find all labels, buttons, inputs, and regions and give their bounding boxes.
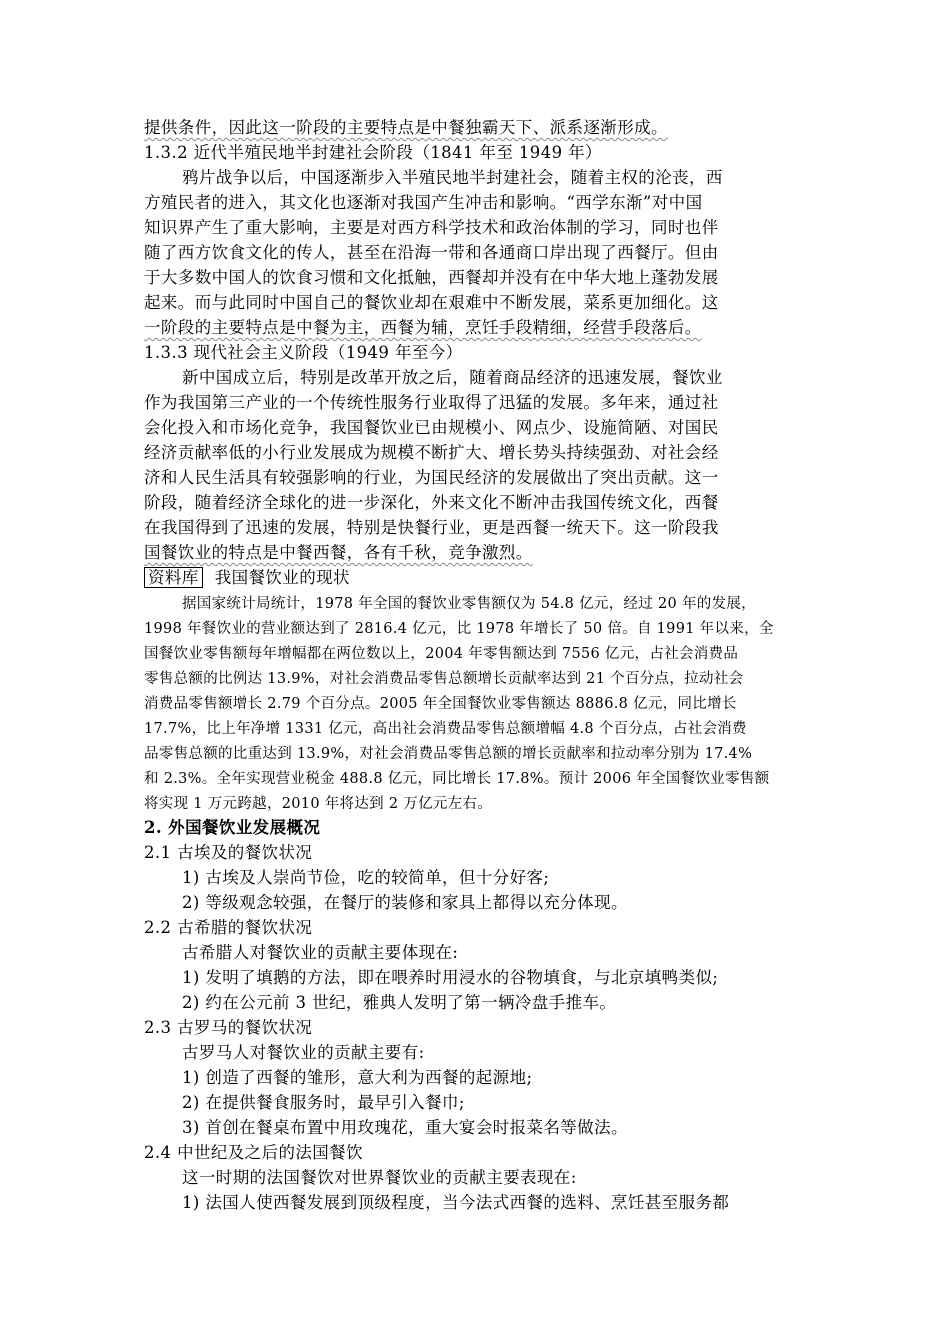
list-item: 1) 创造了西餐的雏形，意大利为西餐的起源地; xyxy=(182,1068,533,1087)
text-line: 随了西方饮食文化的传人，甚至在沿海一带和各通商口岸出现了西餐厅。但由 xyxy=(144,243,719,262)
resource-label: 资料库 xyxy=(144,567,203,588)
section-heading: 2.4 中世纪及之后的法国餐饮 xyxy=(144,1143,363,1162)
text-line: 于大多数中国人的饮食习惯和文化抵触，西餐却并没有在中华大地上蓬勃发展 xyxy=(144,268,719,287)
section-heading: 2.2 古希腊的餐饮状况 xyxy=(144,918,313,937)
stats-line: 品零售总额的比重达到 13.9%，对社会消费品零售总额的增长贡献率和拉动率分别为 17.4% xyxy=(144,746,753,762)
text-line: 会化投入和市场化竞争，我国餐饮业已由规模小、网点少、设施简陋、对国民 xyxy=(144,418,719,437)
stats-line: 国餐饮业零售额每年增幅都在两位数以上，2004 年零售额达到 7556 亿元，占社会消费品 xyxy=(144,646,739,662)
text-line: 阶段，随着经济全球化的进一步深化，外来文化不断冲击我国传统文化，西餐 xyxy=(144,493,719,512)
stats-line: 据国家统计局统计，1978 年全国的餐饮业零售额仅为 54.8 亿元，经过 20 年的发展， xyxy=(182,596,756,612)
text-line: 起来。而与此同时中国自己的餐饮业却在艰难中不断发展，菜系更加细化。这 xyxy=(144,293,719,312)
resource-title: 我国餐饮业的现状 xyxy=(214,568,350,587)
stats-line: 消费品零售额增长 2.79 个百分点。2005 年全国餐饮业零售额达 8886.8 亿元，同比增长 xyxy=(144,696,737,712)
stats-line: 将实现 1 万元跨越，2010 年将达到 2 万亿元左右。 xyxy=(144,796,493,812)
list-item: 2) 等级观念较强，在餐厅的装修和家具上都得以充分体现。 xyxy=(182,893,628,912)
text-line: 古希腊人对餐饮业的贡献主要体现在: xyxy=(182,943,459,962)
text-line: 这一时期的法国餐饮对世界餐饮业的贡献主要表现在: xyxy=(182,1168,577,1187)
stats-line: 1998 年餐饮业的营业额达到了 2816.4 亿元，比 1978 年增长了 50 倍。自 1991 年以来，全 xyxy=(144,621,774,637)
stats-line: 零售总额的比例达 13.9%，对社会消费品零售总额增长贡献率达到 21 个百分点，拉动社会 xyxy=(144,671,744,687)
stats-line: 和 2.3%。全年实现营业税金 488.8 亿元，同比增长 17.8%。预计 2006 年全国餐饮业零售额 xyxy=(144,771,770,787)
text-line: 一阶段的主要特点是中餐为主，西餐为辅，烹饪手段精细，经营手段落后。 xyxy=(144,318,702,337)
list-item: 1) 法国人使西餐发展到顶级程度，当今法式西餐的选料、烹饪甚至服务都 xyxy=(182,1193,730,1212)
list-item: 1) 发明了填鹅的方法，即在喂养时用浸水的谷物填食，与北京填鸭类似; xyxy=(182,968,719,987)
text-line: 鸦片战争以后，中国逐渐步入半殖民地半封建社会，随着主权的沦丧，西 xyxy=(182,168,723,187)
section-heading: 1.3.2 近代半殖民地半封建社会阶段（1841 年至 1949 年） xyxy=(144,143,602,162)
text-line: 方殖民者的进入，其文化也逐渐对我国产生冲击和影响。“西学东渐”对中国 xyxy=(144,193,703,212)
resource-box xyxy=(144,567,350,589)
section-heading: 1.3.3 现代社会主义阶段（1949 年至今） xyxy=(144,343,463,362)
stats-line: 17.7%，比上年净增 1331 亿元，高出社会消费品零售总额增幅 4.8 个百分点，占社会消费 xyxy=(144,721,747,737)
section-heading: 2.1 古埃及的餐饮状况 xyxy=(144,843,313,862)
text-line: 古罗马人对餐饮业的贡献主要有: xyxy=(182,1043,425,1062)
section-heading: 2.3 古罗马的餐饮状况 xyxy=(144,1018,313,1037)
list-item: 3) 首创在餐桌布置中用玫瑰花，重大宴会时报菜名等做法。 xyxy=(182,1118,628,1137)
text-line: 经济贡献率低的小行业发展成为规模不断扩大、增长势头持续强劲、对社会经 xyxy=(144,443,719,462)
list-item: 2) 约在公元前 3 世纪，雅典人发明了第一辆冷盘手推车。 xyxy=(182,993,617,1012)
text-line: 在我国得到了迅速的发展，特别是快餐行业，更是西餐一统天下。这一阶段我 xyxy=(144,518,719,537)
list-item: 1) 古埃及人崇尚节俭，吃的较简单，但十分好客; xyxy=(182,868,550,887)
text-line: 济和人民生活具有较强影响的行业，为国民经济的发展做出了突出贡献。这一 xyxy=(144,468,719,487)
text-line: 国餐饮业的特点是中餐西餐，各有千秋，竞争激烈。 xyxy=(144,543,533,562)
text-line: 提供条件，因此这一阶段的主要特点是中餐独霸天下、派系逐渐形成。 xyxy=(144,118,668,137)
chapter-heading: 2. 外国餐饮业发展概况 xyxy=(144,818,321,837)
text-line: 作为我国第三产业的一个传统性服务行业取得了迅猛的发展。多年来，通过社 xyxy=(144,393,719,412)
text-line: 新中国成立后，特别是改革开放之后，随着商品经济的迅速发展，餐饮业 xyxy=(182,368,723,387)
text-line: 知识界产生了重大影响，主要是对西方科学技术和政治体制的学习，同时也伴 xyxy=(144,218,719,237)
list-item: 2) 在提供餐食服务时，最早引入餐巾; xyxy=(182,1093,465,1112)
